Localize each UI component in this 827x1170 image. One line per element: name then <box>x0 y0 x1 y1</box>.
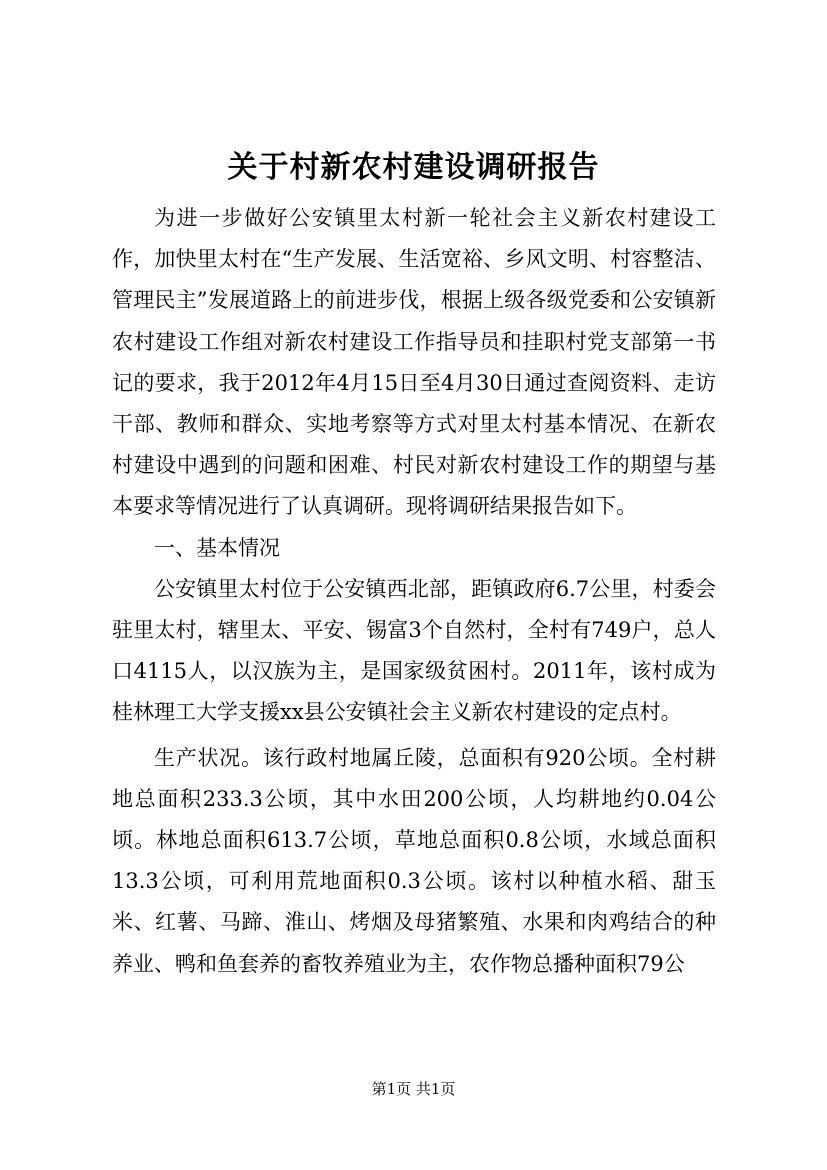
basic-info-paragraph: 公安镇里太村位于公安镇西北部，距镇政府6.7公里，村委会驻里太村，辖里太、平安、锡富3个自然村，全村有749户，总人口4115人，以汉族为主，是国家级贫困村。2011年，该村成为桂林理工大学支援xx县公安镇社会主义新农村建设的定点村。 <box>112 576 716 725</box>
page-footer: 第1页 共1页 <box>371 1080 456 1098</box>
production-paragraph: 生产状况。该行政村地属丘陵，总面积有920公顷。全村耕地总面积233.3公顷，其中水田200公顷，人均耕地约0.04公顷。林地总面积613.7公顷，草地总面积0.8公顷，水域总面积13.3公顷，可利用荒地面积0.3公顷。该村以种植水稻、甜玉米、红薯、马蹄、淮山、烤烟及母猪繁殖、水果和肉鸡结合的种养业、鸭和鱼套养的畜牧养殖业为主，农作物总播种面积79公 <box>112 745 716 976</box>
intro-paragraph: 为进一步做好公安镇里太村新一轮社会主义新农村建设工作，加快里太村在“生产发展、生活宽裕、乡风文明、村容整洁、管理民主”发展道路上的前进步伐，根据上级各级党委和公安镇新农村建设工作组对新农村建设工作指导员和挂职村党支部第一书记的要求，我于2012年4月15日至4月30日通过查阅资料、走访干部、教师和群众、实地考察等方式对里太村基本情况、在新农村建设中遇到的问题和困难、村民对新农村建设工作的期望与基本要求等情况进行了认真调研。现将调研结果报告如下。 <box>112 206 716 519</box>
document-body <box>112 198 716 985</box>
document-title: 关于村新农村建设调研报告 <box>227 150 600 185</box>
section-heading-basic-info: 一、基本情况 <box>154 535 280 560</box>
